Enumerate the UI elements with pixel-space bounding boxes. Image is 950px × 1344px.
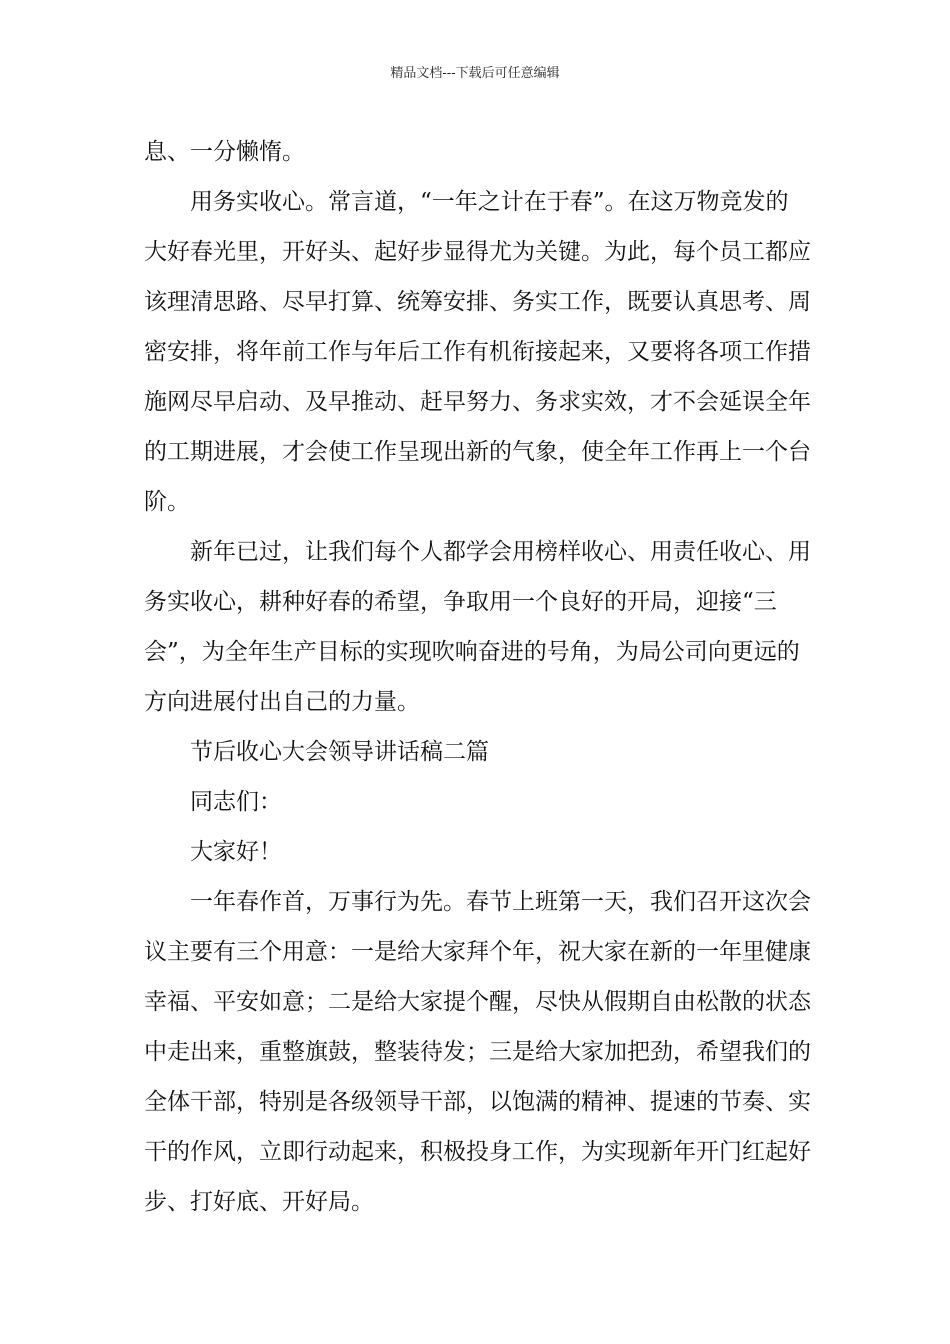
text-line: 中走出来，重整旗鼓，整装待发；三是给大家加把劲，希望我们的 — [144, 1039, 811, 1065]
salutation: 同志们： — [190, 789, 282, 815]
text-line: 干的作风，立即行动起来，积极投身工作，为实现新年开门红起好 — [144, 1139, 811, 1165]
text-line: 一年春作首，万事行为先。春节上班第一天，我们召开这次会 — [190, 889, 811, 915]
text-line: 方向进展付出自己的力量。 — [144, 689, 420, 715]
greeting: 大家好！ — [190, 839, 282, 865]
text-line: 议主要有三个用意：一是给大家拜个年，祝大家在新的一年里健康 — [144, 939, 811, 965]
text-line: 务实收心，耕种好春的希望，争取用一个良好的开局，迎接“三 — [144, 589, 777, 615]
text-line: 阶。 — [144, 489, 190, 515]
text-line: 会”，为全年生产目标的实现吹响奋进的号角，为局公司向更远的 — [144, 639, 800, 665]
text-line: 施网尽早启动、及早推动、赶早努力、务求实效，才不会延误全年 — [144, 389, 811, 415]
text-line: 全体干部，特别是各级领导干部，以饱满的精神、提速的节奏、实 — [144, 1089, 811, 1115]
section-title: 节后收心大会领导讲话稿二篇 — [190, 739, 489, 765]
text-line: 幸福、平安如意；二是给大家提个醒，尽快从假期自由松散的状态 — [144, 989, 811, 1015]
text-line: 新年已过，让我们每个人都学会用榜样收心、用责任收心、用 — [190, 539, 811, 565]
text-line: 用务实收心。常言道，“一年之计在于春”。在这万物竞发的 — [190, 189, 789, 215]
text-line: 息、一分懒惰。 — [144, 139, 305, 165]
text-line: 步、打好底、开好局。 — [144, 1189, 374, 1215]
text-line: 的工期进展，才会使工作呈现出新的气象，使全年工作再上一个台 — [144, 439, 811, 465]
text-line: 大好春光里，开好头、起好步显得尤为关键。为此，每个员工都应 — [144, 239, 811, 265]
text-line: 密安排，将年前工作与年后工作有机衔接起来，又要将各项工作措 — [144, 339, 811, 365]
page-header: 精品文档---下载后可任意编辑 — [390, 66, 560, 81]
text-line: 该理清思路、尽早打算、统筹安排、务实工作，既要认真思考、周 — [144, 289, 811, 315]
